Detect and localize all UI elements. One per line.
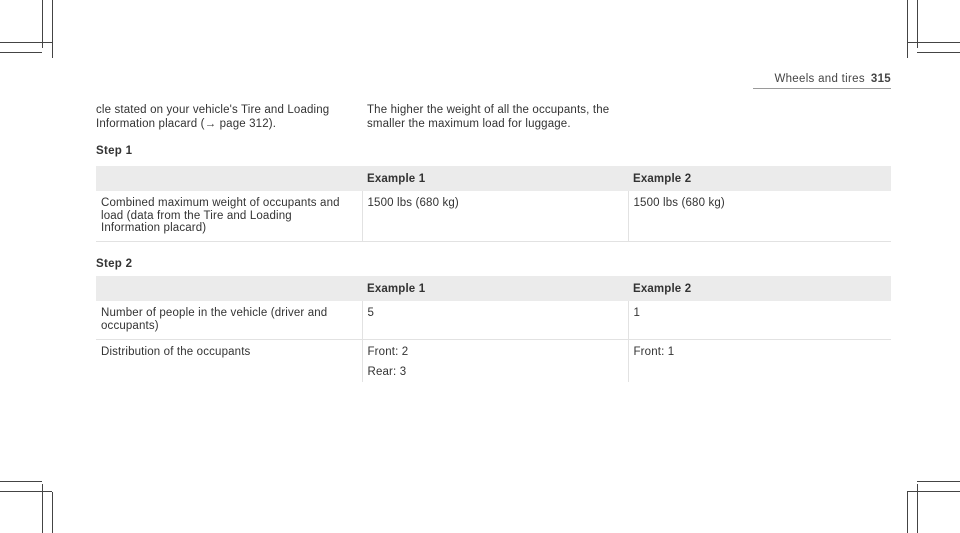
crop-mark (917, 0, 918, 48)
front-occupants: Front: 1 (633, 345, 675, 358)
cell-example-1 (362, 339, 628, 382)
crop-mark (0, 491, 52, 492)
crop-mark (52, 492, 53, 533)
step-1-table (96, 166, 891, 242)
crop-mark (917, 52, 960, 53)
crop-mark (42, 0, 43, 48)
crop-mark (52, 0, 53, 58)
cell-example-2 (628, 339, 891, 382)
table-row (96, 191, 891, 241)
column-header (96, 166, 362, 191)
column-header-example-1: Example 1 (362, 276, 628, 301)
table-row (96, 301, 891, 339)
row-label: Number of people in the vehicle (driver and occupants) (96, 301, 362, 339)
crop-mark (907, 491, 960, 492)
page-number: 315 (870, 73, 891, 85)
crop-mark (0, 481, 42, 482)
section-title: Wheels and tires (774, 73, 865, 85)
crop-mark (907, 492, 908, 533)
cell-example-1: 5 (362, 301, 628, 339)
front-occupants: Front: 2 (367, 345, 409, 358)
table-header-row (96, 276, 891, 301)
crop-mark (0, 42, 52, 43)
crop-mark (917, 481, 960, 482)
table-row (96, 339, 891, 382)
cell-example-2: 1500 lbs (680 kg) (628, 191, 891, 241)
step-2-table (96, 276, 891, 382)
running-header (774, 73, 891, 85)
column-header-example-2: Example 2 (628, 276, 891, 301)
table-header-row (96, 166, 891, 191)
crop-mark (907, 0, 908, 58)
step-1-heading: Step 1 (96, 145, 133, 157)
crop-mark (0, 52, 42, 53)
column-header-example-2: Example 2 (628, 166, 891, 191)
cell-example-2: 1 (628, 301, 891, 339)
intro-text-left: cle stated on your vehicle's Tire and Loading Information placard (→ page 312). (96, 104, 330, 130)
intro-text-right: The higher the weight of all the occupants, the smaller the maximum load for luggage. (367, 104, 610, 130)
cell-example-1: 1500 lbs (680 kg) (362, 191, 628, 241)
header-rule (753, 88, 891, 89)
step-2-heading: Step 2 (96, 258, 133, 270)
column-header-example-1: Example 1 (362, 166, 628, 191)
row-label: Combined maximum weight of occupants and load (data from the Tire and Loading Information placard) (96, 191, 362, 241)
crop-mark (907, 42, 960, 43)
column-header (96, 276, 362, 301)
rear-occupants: Rear: 3 (367, 366, 407, 378)
row-label: Distribution of the occupants (101, 345, 251, 358)
